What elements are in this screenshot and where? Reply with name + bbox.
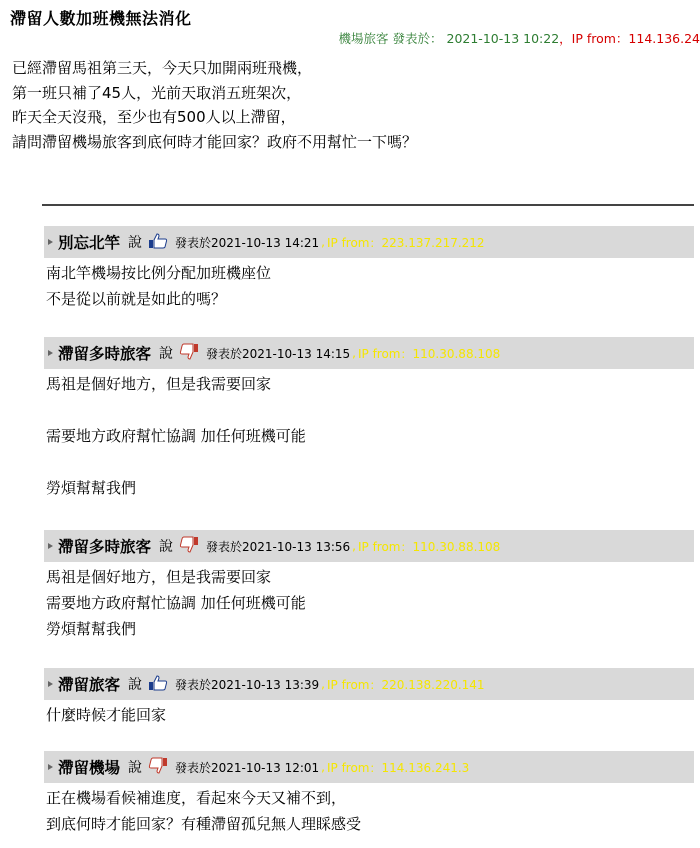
reply-separator: , (352, 539, 356, 553)
reply-say: 說 (128, 760, 143, 776)
reply-header (44, 751, 694, 783)
reply-posted: 發表於2021-10-13 12:01 (175, 760, 320, 775)
reply-header (44, 530, 694, 562)
reply-ip: IP from：220.138.220.141 (326, 677, 485, 692)
reply-item (44, 337, 694, 501)
reply-body: 馬祖是個好地方，但是我需要回家 需要地方政府幫忙協調 加任何班機可能 勞煩幫幫我們 (46, 375, 306, 497)
reply-say: 說 (159, 539, 174, 555)
post-posted-time: 2021-10-13 10:22 (446, 31, 560, 46)
thumbs-up-icon[interactable] (148, 233, 168, 252)
post-posted-label: 發表於： (392, 31, 443, 46)
reply-posted: 發表於2021-10-13 13:39 (175, 677, 320, 692)
reply-header (44, 226, 694, 258)
reply-separator: , (321, 677, 325, 691)
reply-body: 什麼時候才能回家 (46, 706, 167, 724)
reply-posted: 發表於2021-10-13 14:21 (175, 235, 320, 250)
reply-body: 正在機場看候補進度，看起來今天又補不到， 到底何時才能回家？有種滯留孤兒無人理睬感受 (46, 789, 362, 833)
thumbs-up-icon[interactable] (148, 675, 168, 694)
reply-item (44, 668, 694, 728)
reply-body: 馬祖是個好地方，但是我需要回家 需要地方政府幫忙協調 加任何班機可能 勞煩幫幫我們 (46, 568, 306, 638)
reply-posted: 發表於2021-10-13 13:56 (206, 539, 351, 554)
replies-divider (42, 204, 694, 206)
thumbs-down-icon[interactable] (179, 343, 199, 364)
reply-body: 南北竿機場按比例分配加班機座位 不是從以前就是如此的嗎？ (46, 264, 272, 308)
reply-ip: IP from：110.30.88.108 (357, 539, 501, 554)
reply-separator: , (352, 346, 356, 360)
post-title: 滯留人數加班機無法消化 (10, 9, 192, 28)
post-ip: ，IP from：114.136.24 (559, 31, 700, 46)
reply-say: 說 (159, 346, 174, 362)
reply-separator: , (321, 235, 325, 249)
reply-item (44, 751, 694, 837)
reply-ip: IP from：110.30.88.108 (357, 346, 501, 361)
arrow-icon (48, 239, 53, 245)
reply-say: 說 (128, 235, 143, 251)
thumbs-down-icon[interactable] (148, 757, 168, 778)
thumbs-down-icon[interactable] (179, 536, 199, 557)
reply-author[interactable]: 滯留多時旅客 (58, 344, 152, 363)
reply-separator: , (321, 760, 325, 774)
reply-item (44, 530, 694, 642)
post-author[interactable]: 機場旅客 (338, 31, 389, 46)
reply-ip: IP from：114.136.241.3 (326, 760, 470, 775)
arrow-icon (48, 681, 53, 687)
post-body: 已經滯留馬祖第三天，今天只加開兩班飛機， 第一班只補了45人，光前天取消五班架次， 昨天全天沒飛，至少也有500人以上滯留， 請問滯留機場旅客到底何時才能回家？政府不用幫忙一下嗎？ (12, 59, 418, 151)
reply-author[interactable]: 別忘北竿 (58, 233, 121, 252)
reply-say: 說 (128, 677, 143, 693)
arrow-icon (48, 764, 53, 770)
arrow-icon (48, 543, 53, 549)
reply-header (44, 668, 694, 700)
reply-posted: 發表於2021-10-13 14:15 (206, 346, 351, 361)
arrow-icon (48, 350, 53, 356)
reply-ip: IP from：223.137.217.212 (326, 235, 485, 250)
reply-author[interactable]: 滯留多時旅客 (58, 537, 152, 556)
reply-item (44, 226, 694, 312)
reply-header (44, 337, 694, 369)
reply-author[interactable]: 滯留機場 (58, 758, 121, 777)
reply-author[interactable]: 滯留旅客 (58, 675, 121, 694)
post-meta (339, 29, 700, 47)
